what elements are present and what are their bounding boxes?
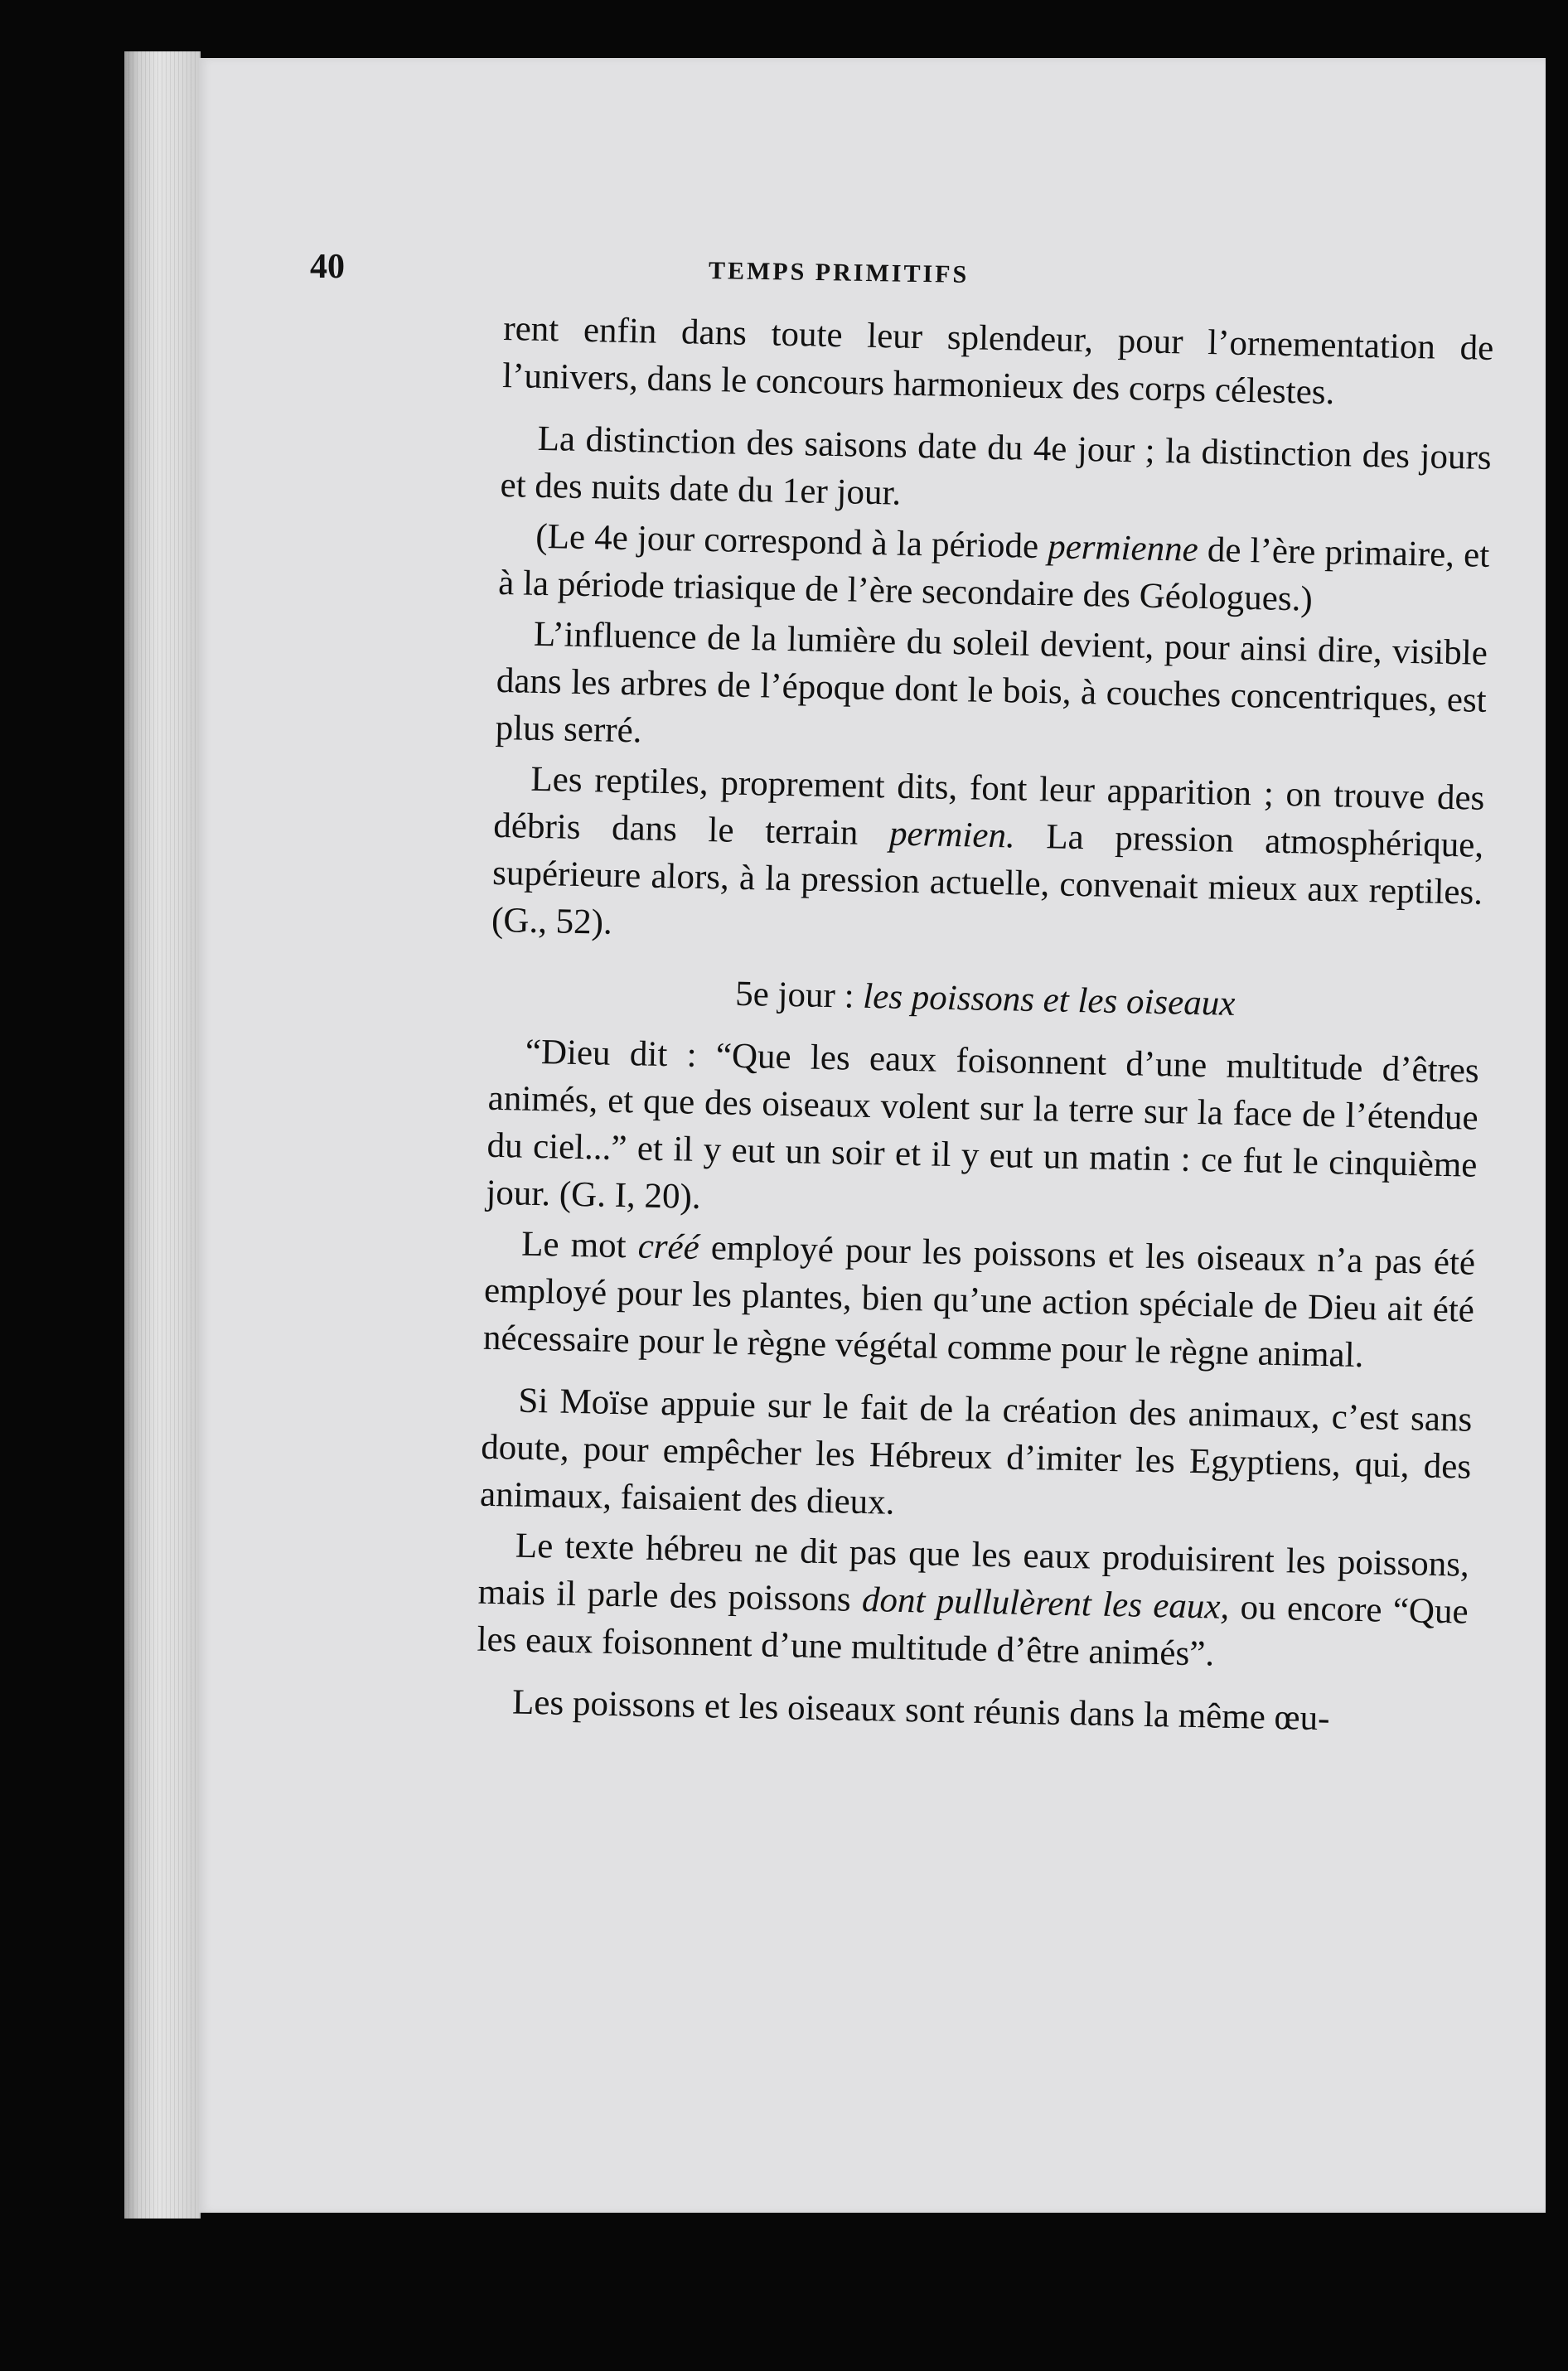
page-text <box>476 305 1494 1749</box>
paragraph-text: Le mot <box>520 1224 639 1266</box>
paragraph-continuation: rent enfin dans toute leur splendeur, pour l’ornementation de l’univers, dans le concours harmonieux des corps célestes. <box>501 308 1494 413</box>
paragraph-text: Le texte hébreu ne dit pas que les eaux produisirent les poissons, mais il parle des poissons <box>477 1526 1470 1619</box>
paragraph-cree <box>482 1220 1475 1381</box>
section-heading-day: 5e jour : <box>734 974 864 1016</box>
page-number: 40 <box>310 248 345 286</box>
section-heading-title: les poissons et les oiseaux <box>862 976 1236 1023</box>
paragraph-geology <box>498 512 1490 627</box>
paragraph-moise: Si Moïse appuie sur le fait de la création des animaux, c’est sans doute, pour empêcher les Hébreux d’imiter les Egyptiens, qui, des animaux, faisaient des dieux. <box>479 1381 1473 1522</box>
paragraph-seasons: La distinction des saisons date du 4e jour ; la distinction des jours et des nuits date du 1er jour. <box>500 419 1493 513</box>
paragraph-text: ou encore “Que les eaux foisonnent d’une multitude d’être animés”. <box>477 1587 1469 1674</box>
running-title: TEMPS PRIMITIFS <box>708 257 970 288</box>
paragraph-hebrew-text <box>477 1522 1469 1683</box>
italic-term: permienne <box>1047 527 1199 569</box>
paragraph-text: La pression atmosphérique, supérieure alors, à la pression actuelle, convenait mieux aux reptiles. (G., 52). <box>491 816 1484 942</box>
paragraph-final: Les poissons et les oiseaux sont réunis dans la même œu- <box>511 1682 1330 1739</box>
paragraph-text: (Le 4e jour correspond à la période <box>535 516 1048 567</box>
paragraph-text: employé pour les poissons et les oiseaux n’a pas été employé pour les plantes, bien qu’une action spéciale de Dieu ait été nécessaire pour le règne végétal comme pour le règne animal. <box>482 1227 1476 1376</box>
italic-term: créé <box>637 1227 700 1267</box>
italic-phrase: dont pullulèrent les eaux, <box>861 1580 1230 1627</box>
paragraph-text: de l’ère primaire, et à la période triasique de l’ère secondaire des Géologues.) <box>497 530 1490 619</box>
paragraph-reptiles <box>491 755 1485 964</box>
paragraph-sunlight: L’influence de la lumière du soleil devient, pour ainsi dire, visible dans les arbres de l’époque dont le bois, à couches concentriques, est plus serré. <box>495 614 1488 751</box>
paragraph-text: Les reptiles, proprement dits, font leur apparition ; on trouve des débris dans le terrain <box>492 759 1485 854</box>
italic-term: permien. <box>888 814 1016 856</box>
book-spine <box>124 51 201 2219</box>
section-heading <box>490 965 1481 1033</box>
paragraph-quotation: “Dieu dit : “Que les eaux foisonnent d’une multitude d’êtres animés, et que des oiseaux volent sur la terre sur la face de l’étendue du ciel...” et il y eut un soir et il y eut un matin : ce fut le cinquième jour. (G. I, 20). <box>486 1032 1480 1217</box>
